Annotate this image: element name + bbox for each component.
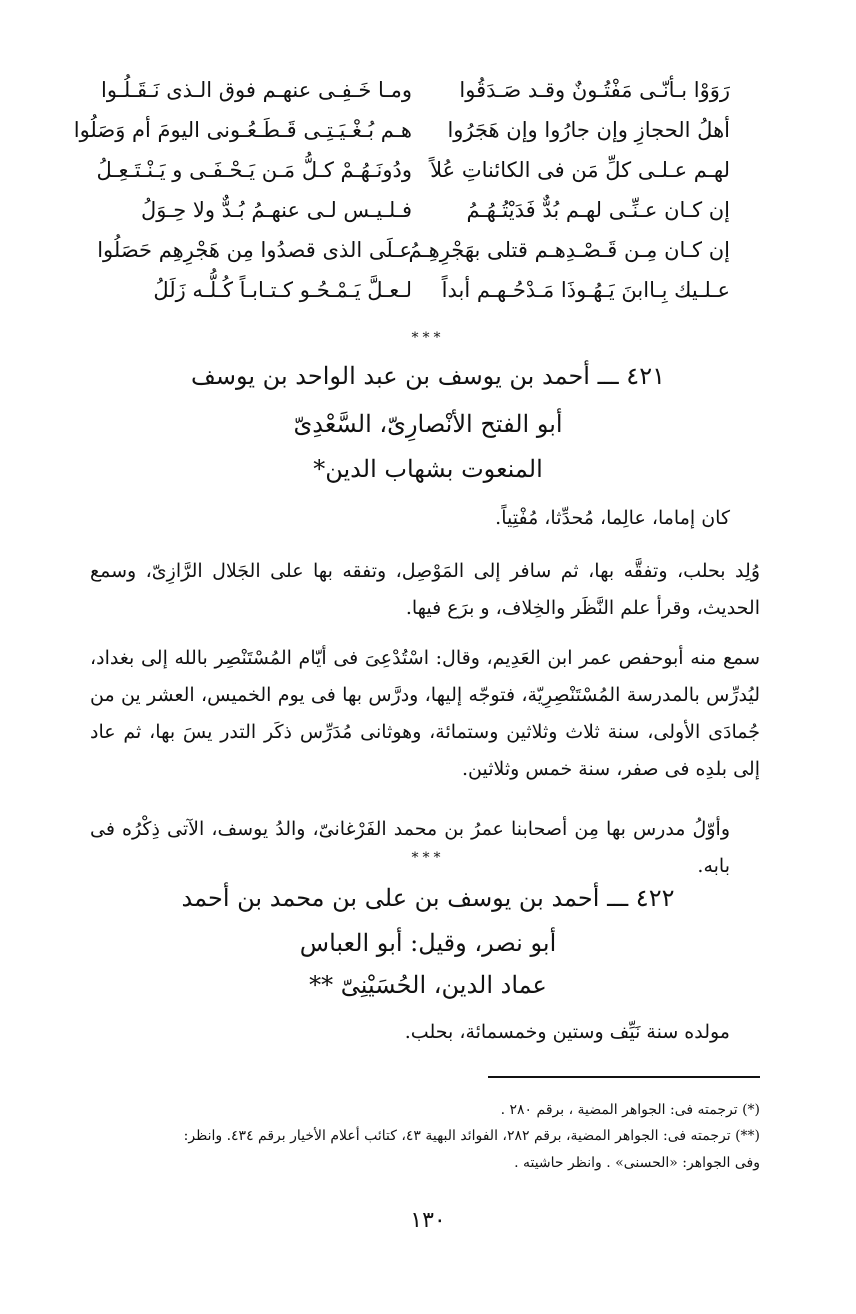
entry-421-para-3: سمع منه أبوحفص عمر ابن العَدِيم، وقال: اسْتُدْعِىَ فى أيّام المُسْتَنْصِر بالله إلى بغداد، ليُدرِّس بالمدرسة المُسْتَنْصِرِيّة، فتوجّه إليها، ودرَّس بها فى يوم الخميس، العشر ين من جُمادَى الأولى، سنة ثلاث وثلاثين وستمائة، وهوثانى مُدَرِّس ذكَر التدر يسَ بها، ثم عاد إلى بلدِه فى صفر، سنة خمس وثلاثين. xyxy=(90,647,760,780)
verse-first-hemistich: إن كـان عـنِّـى لهـم بُدٌّ فَدَيْتُـهُـمُ xyxy=(466,198,730,222)
verse-second-hemistich: ودُونَـهُـمْ كـلُّ مَـن يَـحْـفَـى و يَـنْـتَـعِـلُ xyxy=(96,158,412,182)
entry-421-para-2: وُلِد بحلب، وتفقَّه بها، ثم سافر إلى المَوْصِل، وتفقه بها على الجَلال الرَّازِىّ، وسمع الحديث، وقرأ علم النَّظَر والخِلاف، و برَع فيها. xyxy=(90,560,760,619)
poem-verse xyxy=(130,190,730,230)
entry-421-para-4: وأوّلُ مدرس بها مِن أصحابنا عمرُ بن محمد الفَرْغانىّ، والدُ يوسف، الآتى ذِكْرُه فى بابه. xyxy=(90,818,730,877)
footnote-2-continued: وفى الجواهر: «الحسنى» . وانظر حاشيته . xyxy=(514,1155,760,1171)
poem-verse xyxy=(96,150,730,190)
verse-second-hemistich: لـعـلَّ يَـمْـحُـو كـتـابـاً كُـلُّـه زَلَلُ xyxy=(153,278,412,302)
footnote-rule xyxy=(488,1076,760,1078)
footnote-1: (*) ترجمته فى: الجواهر المضية ، برقم ٢٨٠ . xyxy=(500,1102,760,1118)
verse-first-hemistich: إن كـان مِـن قَـصْـدِهـم قتلى بهَجْرِهِـمُ xyxy=(408,238,730,262)
entry-421-kunya: أبو الفتح الأنْصارِىّ، السَّعْدِىّ xyxy=(293,410,563,438)
verse-first-hemistich: أهلُ الحجازِ وإن جارُوا وإن هَجَرُوا xyxy=(447,118,730,142)
verse-second-hemistich: ومـا خَـفِـى عنهـم فوق الـذى نَـقَـلُـوا xyxy=(101,78,412,102)
section-separator: *** xyxy=(411,330,445,346)
entry-421-para-1: كان إماما، عالِما، مُحدِّثا، مُفْتِياً. xyxy=(495,507,730,529)
poem-verse xyxy=(130,270,730,310)
poem-verse xyxy=(101,70,730,110)
poem xyxy=(73,70,730,310)
verse-first-hemistich: رَوَوْا بـأنّـى مَفْتُـونٌ وقـد صَـدَقُوا xyxy=(459,78,730,102)
entry-422-kunya: أبو نصر، وقيل: أبو العباس xyxy=(299,929,557,957)
entry-421-title: المنعوت بشهاب الدين* xyxy=(313,455,543,483)
verse-second-hemistich: هـم بُـغْـيَـتِـى قَـطَـعُـونى اليومَ أم وَصَلُوا xyxy=(73,118,412,142)
entry-422-para-1: مولده سنة نَيِّف وستين وخمسمائة، بحلب. xyxy=(404,1021,730,1043)
footnote-2: (**) ترجمته فى: الجواهر المضية، برقم ٢٨٢، الفوائد البهية ٤٣، كتائب أعلام الأخيار برقم ٤٣٤. وانظر: xyxy=(183,1128,760,1144)
section-separator: *** xyxy=(411,850,445,866)
poem-verse xyxy=(73,110,730,150)
verse-first-hemistich: عـلـيك بِـاابنَ يَـهُـوذَا مَـدْحُـهـم أبداً xyxy=(441,278,730,302)
entry-422-name: ٤٢٢ ـــ أحمد بن يوسف بن على بن محمد بن أحمد xyxy=(181,884,675,912)
verse-first-hemistich: لهـم عـلـى كلِّ مَن فى الكائناتِ عُلاً xyxy=(430,158,730,182)
verse-second-hemistich: عـلَى الذى قصدُوا مِن هَجْرِهِم حَصَلُوا xyxy=(97,238,412,262)
page-number: ١٣٠ xyxy=(410,1208,446,1233)
entry-421-name: ٤٢١ ـــ أحمد بن يوسف بن عبد الواحد بن يوسف xyxy=(191,362,665,390)
poem-verse xyxy=(97,230,730,270)
entry-422-title: عماد الدين، الحُسَيْنِىّ ** xyxy=(309,971,547,999)
verse-second-hemistich: فـلـيـس لـى عنهـمُ بُـدٌّ ولا حِـوَلُ xyxy=(140,198,412,222)
